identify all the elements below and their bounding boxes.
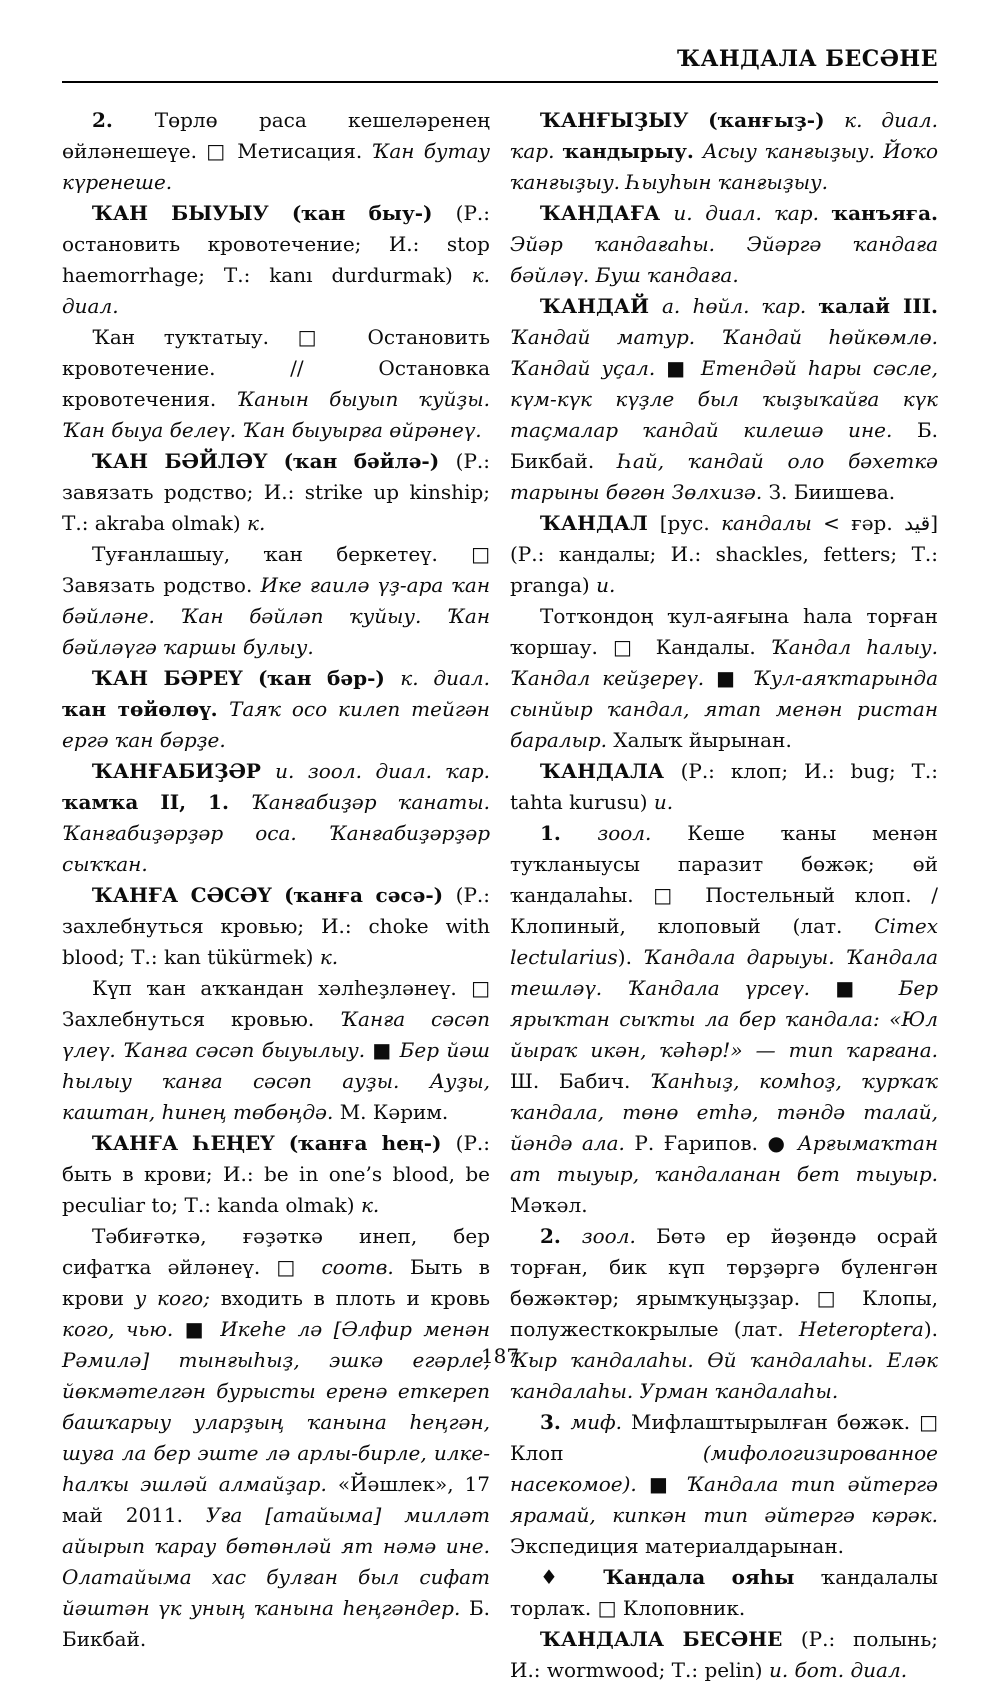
text-run: ҡамҡа II, 1. (62, 790, 251, 814)
text-run: ҠАНДАЛ (540, 511, 660, 535)
text-columns (62, 105, 938, 1686)
text-run: ■ (372, 1038, 400, 1062)
text-run: Күп ҡан аҡҡандан хәлһеҙләнеү. □ Захлебнуться кровью. (62, 976, 490, 1031)
entry-paragraph (62, 105, 490, 198)
text-run: ҠАНҒА СӘСӘҮ (ҡанға сәсә-) (92, 883, 456, 907)
text-run: зоол. (581, 1224, 657, 1248)
text-run: 1. (540, 821, 598, 845)
text-run: ҠАН БЫУЫУ (ҡан быу-) (92, 201, 456, 225)
text-run: входить в плоть и кровь (220, 1286, 491, 1310)
header-rule (62, 81, 938, 83)
entry-paragraph (510, 1624, 938, 1686)
text-run: М. Кәрим. (339, 1100, 449, 1124)
entry-paragraph (510, 601, 938, 756)
text-run: Ҡанын быуып ҡуйҙы. Ҡан быуа белеү. Ҡан быуырға өйрәнеү. (62, 387, 490, 442)
text-run: Мәҡәл. (510, 1193, 588, 1217)
text-run: Тәбиғәткә, ғәҙәткә инеп, бер сифатҡа әйләнеү. □ (62, 1224, 490, 1279)
text-run: ҠАНДАЙ (540, 294, 662, 318)
entry-paragraph (62, 539, 490, 663)
text-run: 2. (92, 108, 155, 132)
text-run: Таяҡ осо килеп тейгән ергә ҡан бәрҙе. (62, 697, 490, 752)
text-run: и. зоол. диал. ҡар. (275, 759, 490, 783)
text-run: ҡалай III. (818, 294, 938, 318)
text-run: кандалы (721, 511, 824, 535)
text-run: ҠАНҒАБИҘӘР (92, 759, 276, 783)
text-run: 3. (540, 1410, 571, 1434)
text-run: ҠАНДАЛА (540, 759, 681, 783)
text-run: Эйәр ҡандағаһы. Эйәргә ҡандаға бәйләү. Буш ҡандаға. (510, 232, 938, 287)
text-run: Ҡан бутау күренеше. (62, 139, 490, 194)
text-run: Туғанлашыу, ҡан беркетеү. □ Завязать родство. (62, 542, 490, 597)
text-run: Икеһе лә [Әлфир менән Рәмилә] тынғыһыҙ, эшкә егәрле, йөкмәтелгән бурысты еренә еткереп башҡарыу уларҙың ҡанына һеңгән, шуға ла бер эште лә арлы-бирле, илке-һалҡы эшләй алмайҙар. (62, 1317, 491, 1496)
text-run: ҠАН БӘРЕҮ (ҡан бәр-) (92, 666, 401, 690)
text-run: Ҡандала дарыуы. Ҡандала тешләү. Ҡандала үрсеү. (510, 945, 938, 1000)
text-run: ҠАНҒА ҺЕҢЕҮ (ҡанға һең-) (92, 1131, 456, 1155)
entry-paragraph (62, 973, 490, 1128)
text-run: миф. (570, 1410, 632, 1434)
entry-paragraph (62, 1128, 490, 1221)
text-run: Ҡандай матур. Ҡандай һөйкөмлө. Ҡандай уҫал. (510, 325, 938, 380)
entry-paragraph (62, 880, 490, 973)
text-run: ♦ (540, 1565, 604, 1589)
text-run: ■ (649, 1472, 687, 1496)
text-run: Экспедиция материалдарынан. (510, 1534, 845, 1558)
entry-paragraph (62, 756, 490, 880)
text-run: (Р.: захлебнуться кровью; И.: choke with blood; Т.: kan tükürmek) (62, 883, 490, 969)
text-run: ҠАН БӘЙЛӘҮ (ҡан бәйлә-) (92, 449, 456, 473)
text-run: ҠАНҒЫҘЫУ (ҡанғыҙ-) (540, 108, 845, 132)
text-run: к. диал. (400, 666, 490, 690)
text-run: соотв. (321, 1255, 410, 1279)
text-run: Халыҡ йырынан. (613, 728, 792, 752)
text-run: ). (617, 945, 644, 969)
text-run: ҠАНДАЛА БЕСӘНЕ (540, 1627, 801, 1651)
text-run: Heteroptera (798, 1317, 924, 1341)
entry-paragraph (510, 291, 938, 508)
text-run: ■ (184, 1317, 221, 1341)
text-run: Быть в крови (62, 1255, 491, 1310)
text-run: зоол. (597, 821, 688, 845)
text-run: Б. Бикбай. (62, 1596, 490, 1651)
text-run: к. диал. ҡар. (510, 108, 938, 163)
text-run: к. диал. (62, 263, 490, 318)
text-run: Бер ярыҡтан сыҡты ла бер ҡандала: «Юл йыраҡ икән, ҡәһәр!» — тип ҡарғана. (510, 976, 938, 1062)
text-run: Ш. Бабич. (510, 1069, 651, 1093)
text-run: Cimex lectularius (510, 914, 938, 969)
entry-paragraph (62, 1221, 490, 1655)
entry-paragraph (510, 1221, 938, 1407)
text-run: Арғымаҡтан ат тыуыр, ҡандаланан бет тыуыр. (510, 1131, 939, 1186)
text-run: Ҡанһыҙ, комһоҙ, ҡурҡаҡ ҡандала, төнө етһә, тәндә талай, йәндә ала. (510, 1069, 938, 1155)
text-run: (Р.: быть в крови; И.: be in one’s blood, be peculiar to; Т.: kanda olmak) (62, 1131, 490, 1217)
text-run: ). (923, 1317, 938, 1341)
entry-paragraph (62, 322, 490, 446)
text-run: Тотҡондоң ҡул-аяғына һала торған ҡоршау. □ Кандалы. (510, 604, 938, 659)
text-run: ҠАНДАҒА (540, 201, 674, 225)
text-run: Р. Ғарипов. ● (634, 1131, 798, 1155)
text-run: Ҡандал һалыу. Ҡандал кейҙереү. (510, 635, 938, 690)
text-run: «Йәшлек», 17 май 2011. (62, 1472, 490, 1527)
text-run: (Р.: остановить кровотечение; И.: stop haemorrhage; Т.: kanı durdurmak) (62, 201, 490, 287)
text-run: Уға [атайыма] милләт айырып ҡарау бөтөнләй ят нәмә ине. Олатайыма хас булған был сифат йәштән үк уның ҡанына һеңгәндер. (62, 1503, 490, 1620)
text-run: а. һөйл. ҡар. (661, 294, 819, 318)
text-run: ҡандырыу. (562, 139, 703, 163)
text-run: З. Биишева. (768, 480, 896, 504)
entry-paragraph (510, 1407, 938, 1562)
text-run: Ҡандала тип әйтергә ярамай, кипкән тип әйтергә кәрәк. (510, 1472, 938, 1527)
text-run: Ҡандала ояһы (603, 1565, 821, 1589)
running-head (62, 46, 938, 72)
text-run: 2. (540, 1224, 582, 1248)
text-run: (Р.: клоп; И.: bug; Т.: tahta kurusu) (510, 759, 939, 814)
text-run: ҡанъяға. (831, 201, 938, 225)
text-run: (Р.: полынь; И.: wormwood; Т.: pelin) (510, 1627, 939, 1682)
text-run: к. (360, 1193, 380, 1217)
page-number: 187 (480, 1344, 520, 1368)
text-run: < ғәр. قيد] (Р.: кандалы; И.: shackles, fetters; Т.: pranga) (510, 511, 938, 597)
entry-paragraph (510, 105, 938, 198)
text-run: и. диал. ҡар. (673, 201, 832, 225)
text-run: Ҡанға сәсәп үлеү. Ҡанға сәсәп быуылыу. (62, 1007, 490, 1062)
text-run: Ике ғаилә үҙ-ара ҡан бәйләне. Ҡан бәйләп ҡуйыу. Ҡан бәйләүгә ҡаршы булыу. (62, 573, 491, 659)
text-run: Һай, ҡандай оло бәхеткә тарыны бөгөн Зөлхизә. (510, 449, 938, 504)
text-run: Ҡыр ҡандалаһы. Өй ҡандалаһы. Еләк ҡандалаһы. Урман ҡандалаһы. (510, 1348, 938, 1403)
text-run: и. (596, 573, 616, 597)
text-run: к. (319, 945, 339, 969)
text-run: ■ (835, 976, 899, 1000)
text-run: Кеше ҡаны менән туҡланыусы паразит бөжәк; өй ҡандалаһы. □ Постельный клоп. / Клопиный, клоповый (лат. (510, 821, 938, 938)
text-run: ■ (666, 356, 701, 380)
column-left (62, 105, 490, 1686)
text-run: [рус. (659, 511, 722, 535)
text-run: Ҡан туҡтатыу. □ Остановить кровотечение. // Остановка кровотечения. (62, 325, 490, 411)
column-right (510, 105, 938, 1686)
entry-paragraph (510, 198, 938, 291)
text-run: (мифологизированное насекомое). (510, 1441, 938, 1496)
text-run: Ҡанғабиҙәр ҡанаты. Ҡанғабиҙәрҙәр оса. Ҡанғабиҙәрҙәр сыҡҡан. (62, 790, 490, 876)
page-footer (0, 1344, 1000, 1368)
text-run: Б. Бикбай. (510, 418, 938, 473)
text-run: Асыу ҡанғыҙыу. Йоҡо ҡанғыҙыу. Һыуһын ҡанғыҙыу. (510, 139, 938, 194)
text-run: у кого; (134, 1286, 221, 1310)
entry-paragraph (510, 818, 938, 1221)
text-run: Етендәй һары сәсле, күм-күк күҙле был ҡыҙыҡайға күк таҫмалар ҡандай килешә ине. (510, 356, 938, 442)
text-run: Мифлаштырылған бөжәк. □ Клоп (510, 1410, 938, 1465)
text-run: ҡандалалы торлаҡ. □ Клоповник. (510, 1565, 938, 1620)
text-run: к. (247, 511, 266, 535)
entry-paragraph (510, 1562, 938, 1624)
running-head-title: ҠАНДАЛА БЕСӘНЕ (677, 46, 938, 72)
text-run: Бер йәш һылыу ҡанға сәсәп ауҙы. Ауҙы, каштан, һинең төбөңдә. (62, 1038, 490, 1124)
entry-paragraph (62, 663, 490, 756)
text-run: Төрлө раса кешеләренең өйләнешеүе. □ Метисация. (62, 108, 490, 163)
entry-paragraph (510, 508, 938, 601)
entry-paragraph (62, 198, 490, 322)
text-run: Ҡул-аяҡтарында сынйыр ҡандал, ятап менән ристан баралыр. (510, 666, 938, 752)
text-run: Бөтә ер йөҙөндә осрай торған, бик күп төрҙәргә бүленгән бөжәктәр; ярымҡуңыҙҙар. □ Клопы, полужесткокрылые (лат. (510, 1224, 938, 1341)
text-run: ҡан төйөлөү. (62, 697, 230, 721)
text-run: и. бот. диал. (768, 1658, 908, 1682)
entry-paragraph (62, 446, 490, 539)
text-run: (Р.: завязать родство; И.: strike up kinship; Т.: akraba olmak) (62, 449, 490, 535)
text-run: и. (653, 790, 674, 814)
text-run: ■ (716, 666, 753, 690)
entry-paragraph (510, 756, 938, 818)
text-run: кого, чью. (62, 1317, 185, 1341)
